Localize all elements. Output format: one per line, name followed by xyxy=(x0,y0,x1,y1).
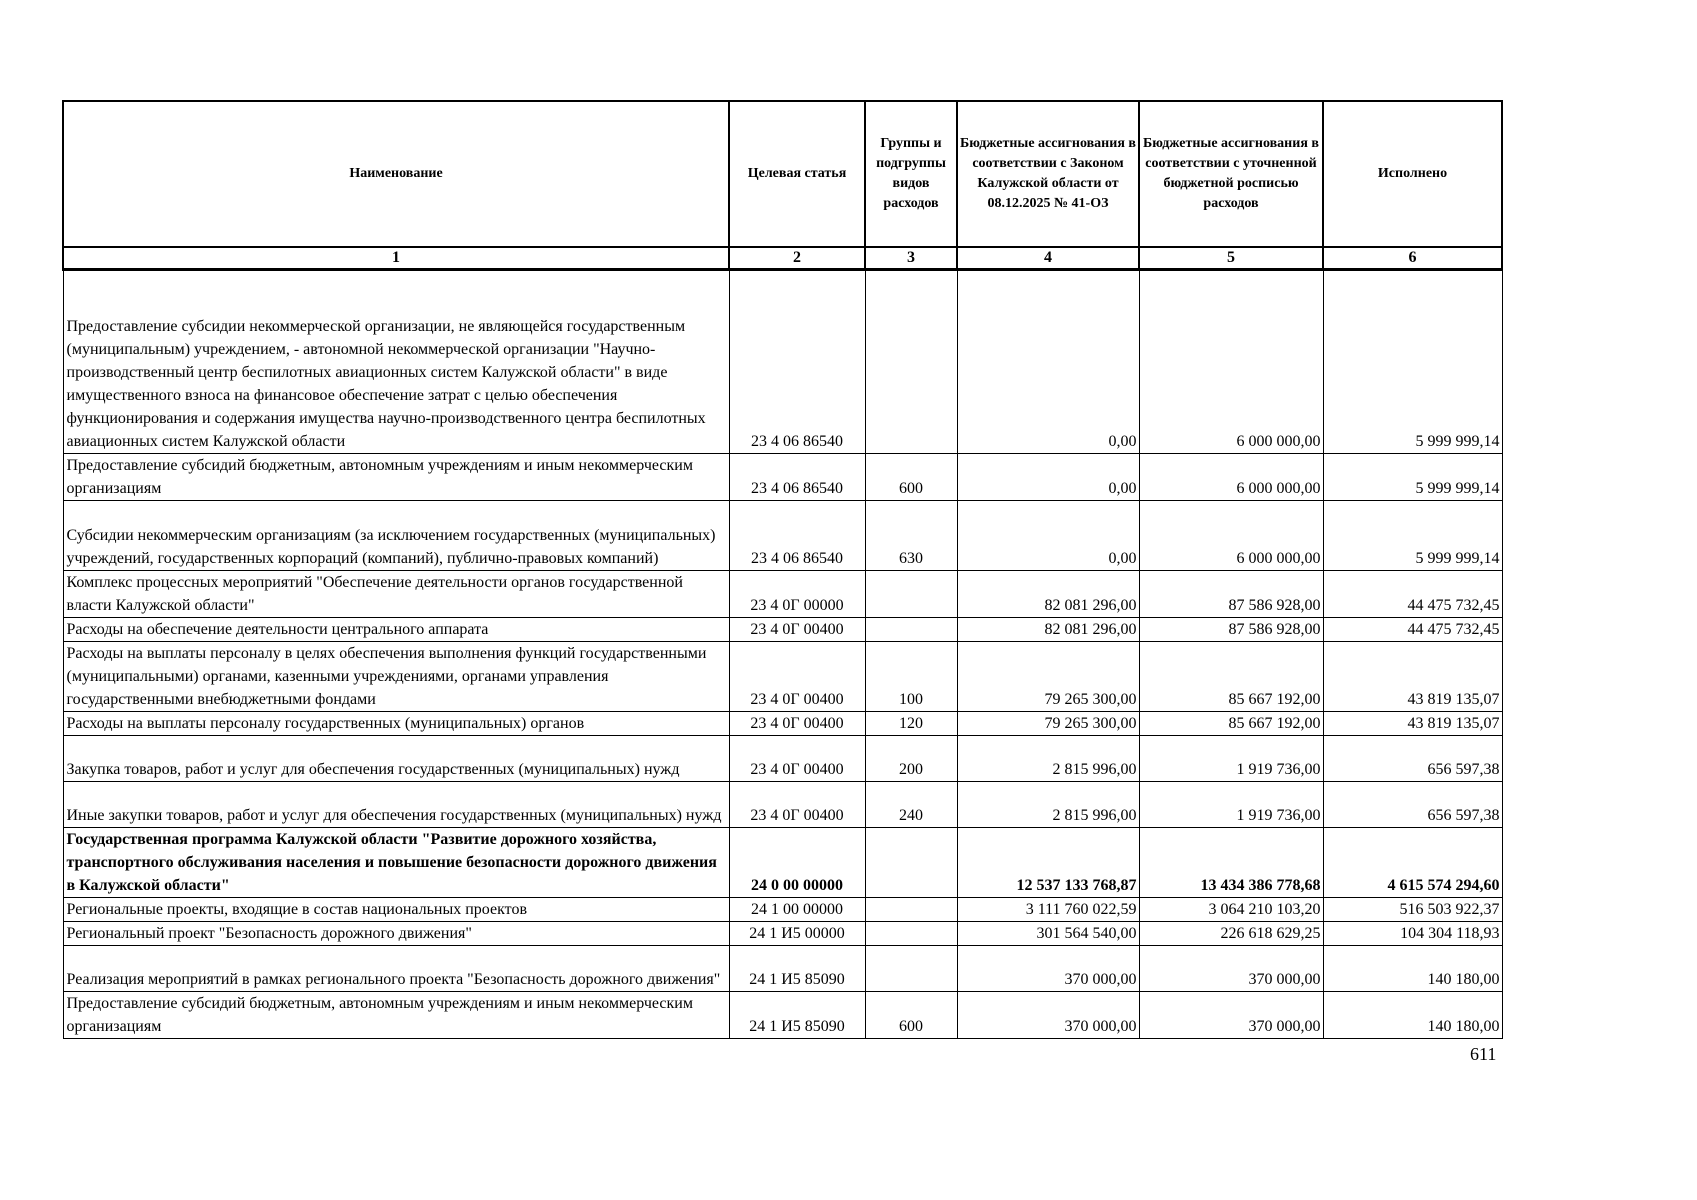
table-row xyxy=(63,922,1502,946)
row-group: 120 xyxy=(865,712,957,736)
row-group: 600 xyxy=(865,992,957,1039)
row-law-amount: 3 111 760 022,59 xyxy=(957,898,1139,922)
row-executed-amount: 656 597,38 xyxy=(1323,782,1502,828)
row-law-amount: 0,00 xyxy=(957,270,1139,454)
row-name: Расходы на выплаты персоналу в целях обеспечения выполнения функций государственными (муниципальными) органами, казенными учреждениями, органами управления государственными внебюджетными фондами xyxy=(63,642,729,712)
row-executed-amount: 43 819 135,07 xyxy=(1323,712,1502,736)
table-row xyxy=(63,618,1502,642)
row-plan-amount: 87 586 928,00 xyxy=(1139,571,1323,618)
row-law-amount: 82 081 296,00 xyxy=(957,618,1139,642)
row-executed-amount: 4 615 574 294,60 xyxy=(1323,828,1502,898)
column-number: 4 xyxy=(957,247,1139,270)
row-name: Субсидии некоммерческим организациям (за исключением государственных (муниципальных) учреждений, государственных корпораций (компаний), публично-правовых компаний) xyxy=(63,501,729,571)
row-executed-amount: 5 999 999,14 xyxy=(1323,454,1502,501)
row-executed-amount: 516 503 922,37 xyxy=(1323,898,1502,922)
column-number: 5 xyxy=(1139,247,1323,270)
table-row xyxy=(63,454,1502,501)
row-name: Реализация мероприятий в рамках регионального проекта "Безопасность дорожного движения" xyxy=(63,946,729,992)
row-code: 23 4 06 86540 xyxy=(729,270,865,454)
row-code: 23 4 0Г 00400 xyxy=(729,736,865,782)
budget-table xyxy=(62,100,1503,1039)
row-executed-amount: 43 819 135,07 xyxy=(1323,642,1502,712)
page-number: 611 xyxy=(1470,1044,1497,1064)
column-number: 1 xyxy=(63,247,729,270)
row-group xyxy=(865,828,957,898)
row-law-amount: 2 815 996,00 xyxy=(957,782,1139,828)
row-plan-amount: 370 000,00 xyxy=(1139,946,1323,992)
row-law-amount: 0,00 xyxy=(957,454,1139,501)
row-executed-amount: 5 999 999,14 xyxy=(1323,501,1502,571)
row-code: 23 4 06 86540 xyxy=(729,501,865,571)
row-law-amount: 82 081 296,00 xyxy=(957,571,1139,618)
row-name: Закупка товаров, работ и услуг для обеспечения государственных (муниципальных) нужд xyxy=(63,736,729,782)
row-law-amount: 301 564 540,00 xyxy=(957,922,1139,946)
row-plan-amount: 87 586 928,00 xyxy=(1139,618,1323,642)
table-row xyxy=(63,270,1502,454)
row-code: 24 0 00 00000 xyxy=(729,828,865,898)
row-law-amount: 79 265 300,00 xyxy=(957,642,1139,712)
header-expense-groups: Группы и подгруппы видов расходов xyxy=(865,101,957,247)
row-code: 24 1 00 00000 xyxy=(729,898,865,922)
row-plan-amount: 6 000 000,00 xyxy=(1139,501,1323,571)
row-name: Государственная программа Калужской области "Развитие дорожного хозяйства, транспортного обслуживания населения и повышение безопасности дорожного движения в Калужской области" xyxy=(63,828,729,898)
row-executed-amount: 44 475 732,45 xyxy=(1323,618,1502,642)
row-executed-amount: 140 180,00 xyxy=(1323,946,1502,992)
row-law-amount: 0,00 xyxy=(957,501,1139,571)
table-row xyxy=(63,782,1502,828)
header-target-article: Целевая статья xyxy=(729,101,865,247)
row-law-amount: 12 537 133 768,87 xyxy=(957,828,1139,898)
row-code: 23 4 0Г 00400 xyxy=(729,618,865,642)
table-row xyxy=(63,571,1502,618)
row-name: Региональный проект "Безопасность дорожного движения" xyxy=(63,922,729,946)
row-name: Региональные проекты, входящие в состав национальных проектов xyxy=(63,898,729,922)
row-executed-amount: 656 597,38 xyxy=(1323,736,1502,782)
header-law-appropriations: Бюджетные ассигнования в соответствии с Законом Калужской области от 08.12.2025 № 41-ОЗ xyxy=(957,101,1139,247)
row-plan-amount: 370 000,00 xyxy=(1139,992,1323,1039)
column-number: 6 xyxy=(1323,247,1502,270)
row-group xyxy=(865,922,957,946)
row-executed-amount: 5 999 999,14 xyxy=(1323,270,1502,454)
table-row xyxy=(63,712,1502,736)
row-name: Расходы на выплаты персоналу государственных (муниципальных) органов xyxy=(63,712,729,736)
row-group: 100 xyxy=(865,642,957,712)
row-executed-amount: 44 475 732,45 xyxy=(1323,571,1502,618)
budget-table-container xyxy=(62,100,1501,1039)
row-group xyxy=(865,898,957,922)
row-law-amount: 370 000,00 xyxy=(957,946,1139,992)
row-group xyxy=(865,618,957,642)
row-group: 200 xyxy=(865,736,957,782)
row-code: 23 4 0Г 00000 xyxy=(729,571,865,618)
row-executed-amount: 104 304 118,93 xyxy=(1323,922,1502,946)
row-name: Расходы на обеспечение деятельности центрального аппарата xyxy=(63,618,729,642)
row-code: 24 1 И5 85090 xyxy=(729,992,865,1039)
table-row xyxy=(63,946,1502,992)
column-number: 2 xyxy=(729,247,865,270)
table-header-row xyxy=(63,101,1502,247)
table-row xyxy=(63,642,1502,712)
row-plan-amount: 1 919 736,00 xyxy=(1139,736,1323,782)
row-name: Предоставление субсидии некоммерческой организации, не являющейся государственным (муниципальным) учреждением, - автономной некоммерческой организации "Научно-производственный центр беспилотных авиационных систем Калужской области" в виде имущественного взноса на финансовое обеспечение затрат с целью обеспечения функционирования и содержания имущества научно-производственного центра беспилотных авиационных систем Калужской области xyxy=(63,270,729,454)
row-code: 24 1 И5 00000 xyxy=(729,922,865,946)
row-code: 24 1 И5 85090 xyxy=(729,946,865,992)
row-plan-amount: 85 667 192,00 xyxy=(1139,642,1323,712)
row-plan-amount: 3 064 210 103,20 xyxy=(1139,898,1323,922)
table-row xyxy=(63,828,1502,898)
row-name: Предоставление субсидий бюджетным, автономным учреждениям и иным некоммерческим организациям xyxy=(63,454,729,501)
row-law-amount: 370 000,00 xyxy=(957,992,1139,1039)
row-name: Иные закупки товаров, работ и услуг для обеспечения государственных (муниципальных) нужд xyxy=(63,782,729,828)
row-name: Предоставление субсидий бюджетным, автономным учреждениям и иным некоммерческим организациям xyxy=(63,992,729,1039)
row-group: 630 xyxy=(865,501,957,571)
row-code: 23 4 0Г 00400 xyxy=(729,642,865,712)
row-plan-amount: 85 667 192,00 xyxy=(1139,712,1323,736)
row-group: 600 xyxy=(865,454,957,501)
row-plan-amount: 6 000 000,00 xyxy=(1139,270,1323,454)
row-plan-amount: 13 434 386 778,68 xyxy=(1139,828,1323,898)
header-budget-schedule: Бюджетные ассигнования в соответствии с уточненной бюджетной росписью расходов xyxy=(1139,101,1323,247)
table-row xyxy=(63,501,1502,571)
row-group xyxy=(865,946,957,992)
table-row xyxy=(63,898,1502,922)
row-executed-amount: 140 180,00 xyxy=(1323,992,1502,1039)
header-executed: Исполнено xyxy=(1323,101,1502,247)
table-row xyxy=(63,736,1502,782)
row-code: 23 4 0Г 00400 xyxy=(729,712,865,736)
row-group xyxy=(865,571,957,618)
header-name: Наименование xyxy=(63,101,729,247)
row-plan-amount: 226 618 629,25 xyxy=(1139,922,1323,946)
column-number: 3 xyxy=(865,247,957,270)
row-code: 23 4 0Г 00400 xyxy=(729,782,865,828)
table-row xyxy=(63,992,1502,1039)
row-group: 240 xyxy=(865,782,957,828)
row-code: 23 4 06 86540 xyxy=(729,454,865,501)
row-law-amount: 79 265 300,00 xyxy=(957,712,1139,736)
row-law-amount: 2 815 996,00 xyxy=(957,736,1139,782)
row-plan-amount: 1 919 736,00 xyxy=(1139,782,1323,828)
row-group xyxy=(865,270,957,454)
row-name: Комплекс процессных мероприятий "Обеспечение деятельности органов государственной власти Калужской области" xyxy=(63,571,729,618)
column-number-row xyxy=(63,247,1502,270)
row-plan-amount: 6 000 000,00 xyxy=(1139,454,1323,501)
